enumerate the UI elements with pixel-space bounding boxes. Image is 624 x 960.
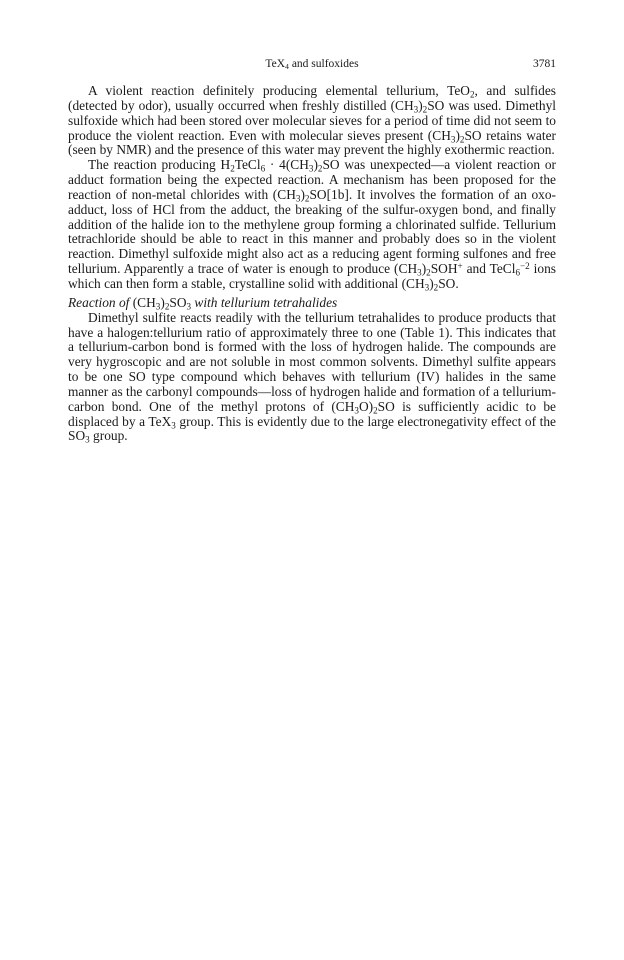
page-header: [68, 58, 556, 76]
page-number: 3781: [533, 58, 556, 70]
paragraph-reaction-mechanism: The reaction producing $H_2TeCl_6 \cdot 4(CH_3)_2SO$ was unexpected—a violent reaction or adduct formation being the expected reaction. A mechanism has been proposed for the reaction of non-metal chlorides with $(CH_3)_2SO[1b]$. It involves the formation of an oxo-adduct, loss of HCl from the adduct, the breaking of the sulfur-oxygen bond, and finally addition of the halide ion to the methylene group forming a chlorinated sulfide. Tellurium tetrachloride should be able to react in this manner and probably does so in the violent reaction. Dimethyl sulfoxide might also act as a reducing agent forming sulfones and free tellurium. Apparently a trace of water is enough to produce $(CH_3)_2SOH^+$ and TeCl$_6^{-2}$ ions which can then form a stable, crystalline solid with additional $(CH_3)_2SO$.: [68, 157, 556, 293]
paragraph-dimethyl-sulfite: Dimethyl sulfite reacts readily with the tellurium tetrahalides to produce products that have a halogen:tellurium ratio of approximately three to one (Table 1). This indicates that a tellurium-carbon bond is formed with the loss of hydrogen halide. The compounds are very hygroscopic and are not soluble in most common solvents. Dimethyl sulfite appears to be one SO type compound which behaves with tellurium (IV) halides in the same manner as the carbonyl compounds—loss of hydrogen halide and formation of a tellurium-carbon bond. One of the methyl protons of $(CH_3O)_2SO$ is sufficiently acidic to be displaced by a TeX$_3$ group. This is evidently due to the large electronegativity effect of the $SO_3$ group.: [68, 309, 556, 445]
article-body: [68, 84, 556, 444]
running-title: TeX$_4$ and sulfoxides: [265, 58, 359, 71]
section-heading: Reaction of $(CH_3)_2SO_3$ with tellurium tetrahalides: [68, 294, 338, 312]
paragraph-violent-reaction: A violent reaction definitely producing elemental tellurium, TeO$_2$, and sulfides (detected by odor), usually occurred when freshly distilled $(CH_3)_2SO$ was used. Dimethyl sulfoxide which had been stored over molecular sieves for a period of time did not seem to produce the violent reaction. Even with molecular sieves present $(CH_3)_2SO$ retains water (seen by NMR) and the presence of this water may prevent the highly exothermic reaction.: [68, 83, 556, 158]
